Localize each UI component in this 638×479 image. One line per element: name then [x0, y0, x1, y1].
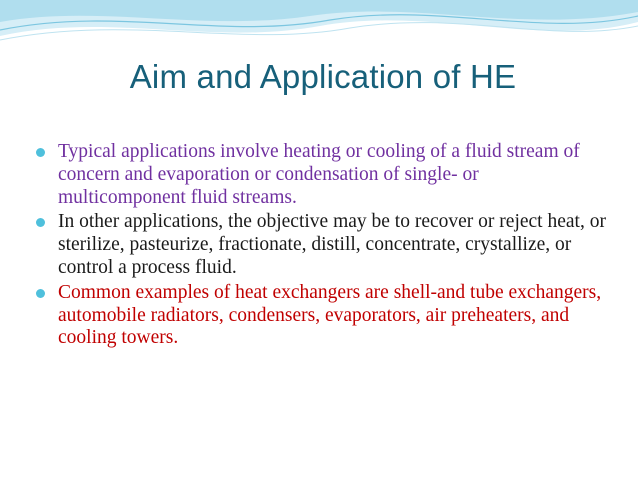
bullet-dot-icon — [36, 218, 45, 227]
bullet-text: Common examples of heat exchangers are shell-and tube exchangers, automobile radiators, condensers, evaporators, air preheaters, and cooling towers. — [58, 281, 602, 349]
bullet-item — [26, 282, 606, 350]
bullet-dot-icon — [36, 148, 45, 157]
bullet-text: Typical applications involve heating or cooling of a fluid stream of concern and evaporation or condensation of single- or multicomponent fluid streams. — [58, 141, 580, 208]
bullet-dot-icon — [36, 289, 45, 298]
header-wave-decoration — [0, 0, 638, 60]
bullet-list — [26, 141, 606, 352]
bullet-text: In other applications, the objective may be to recover or reject heat, or sterilize, pasteurize, fractionate, distill, concentrate, crystallize, or control a process fluid. — [58, 211, 606, 278]
bullet-item — [26, 141, 606, 209]
slide-title: Aim and Application of HE — [129, 58, 517, 95]
bullet-item — [26, 211, 606, 279]
